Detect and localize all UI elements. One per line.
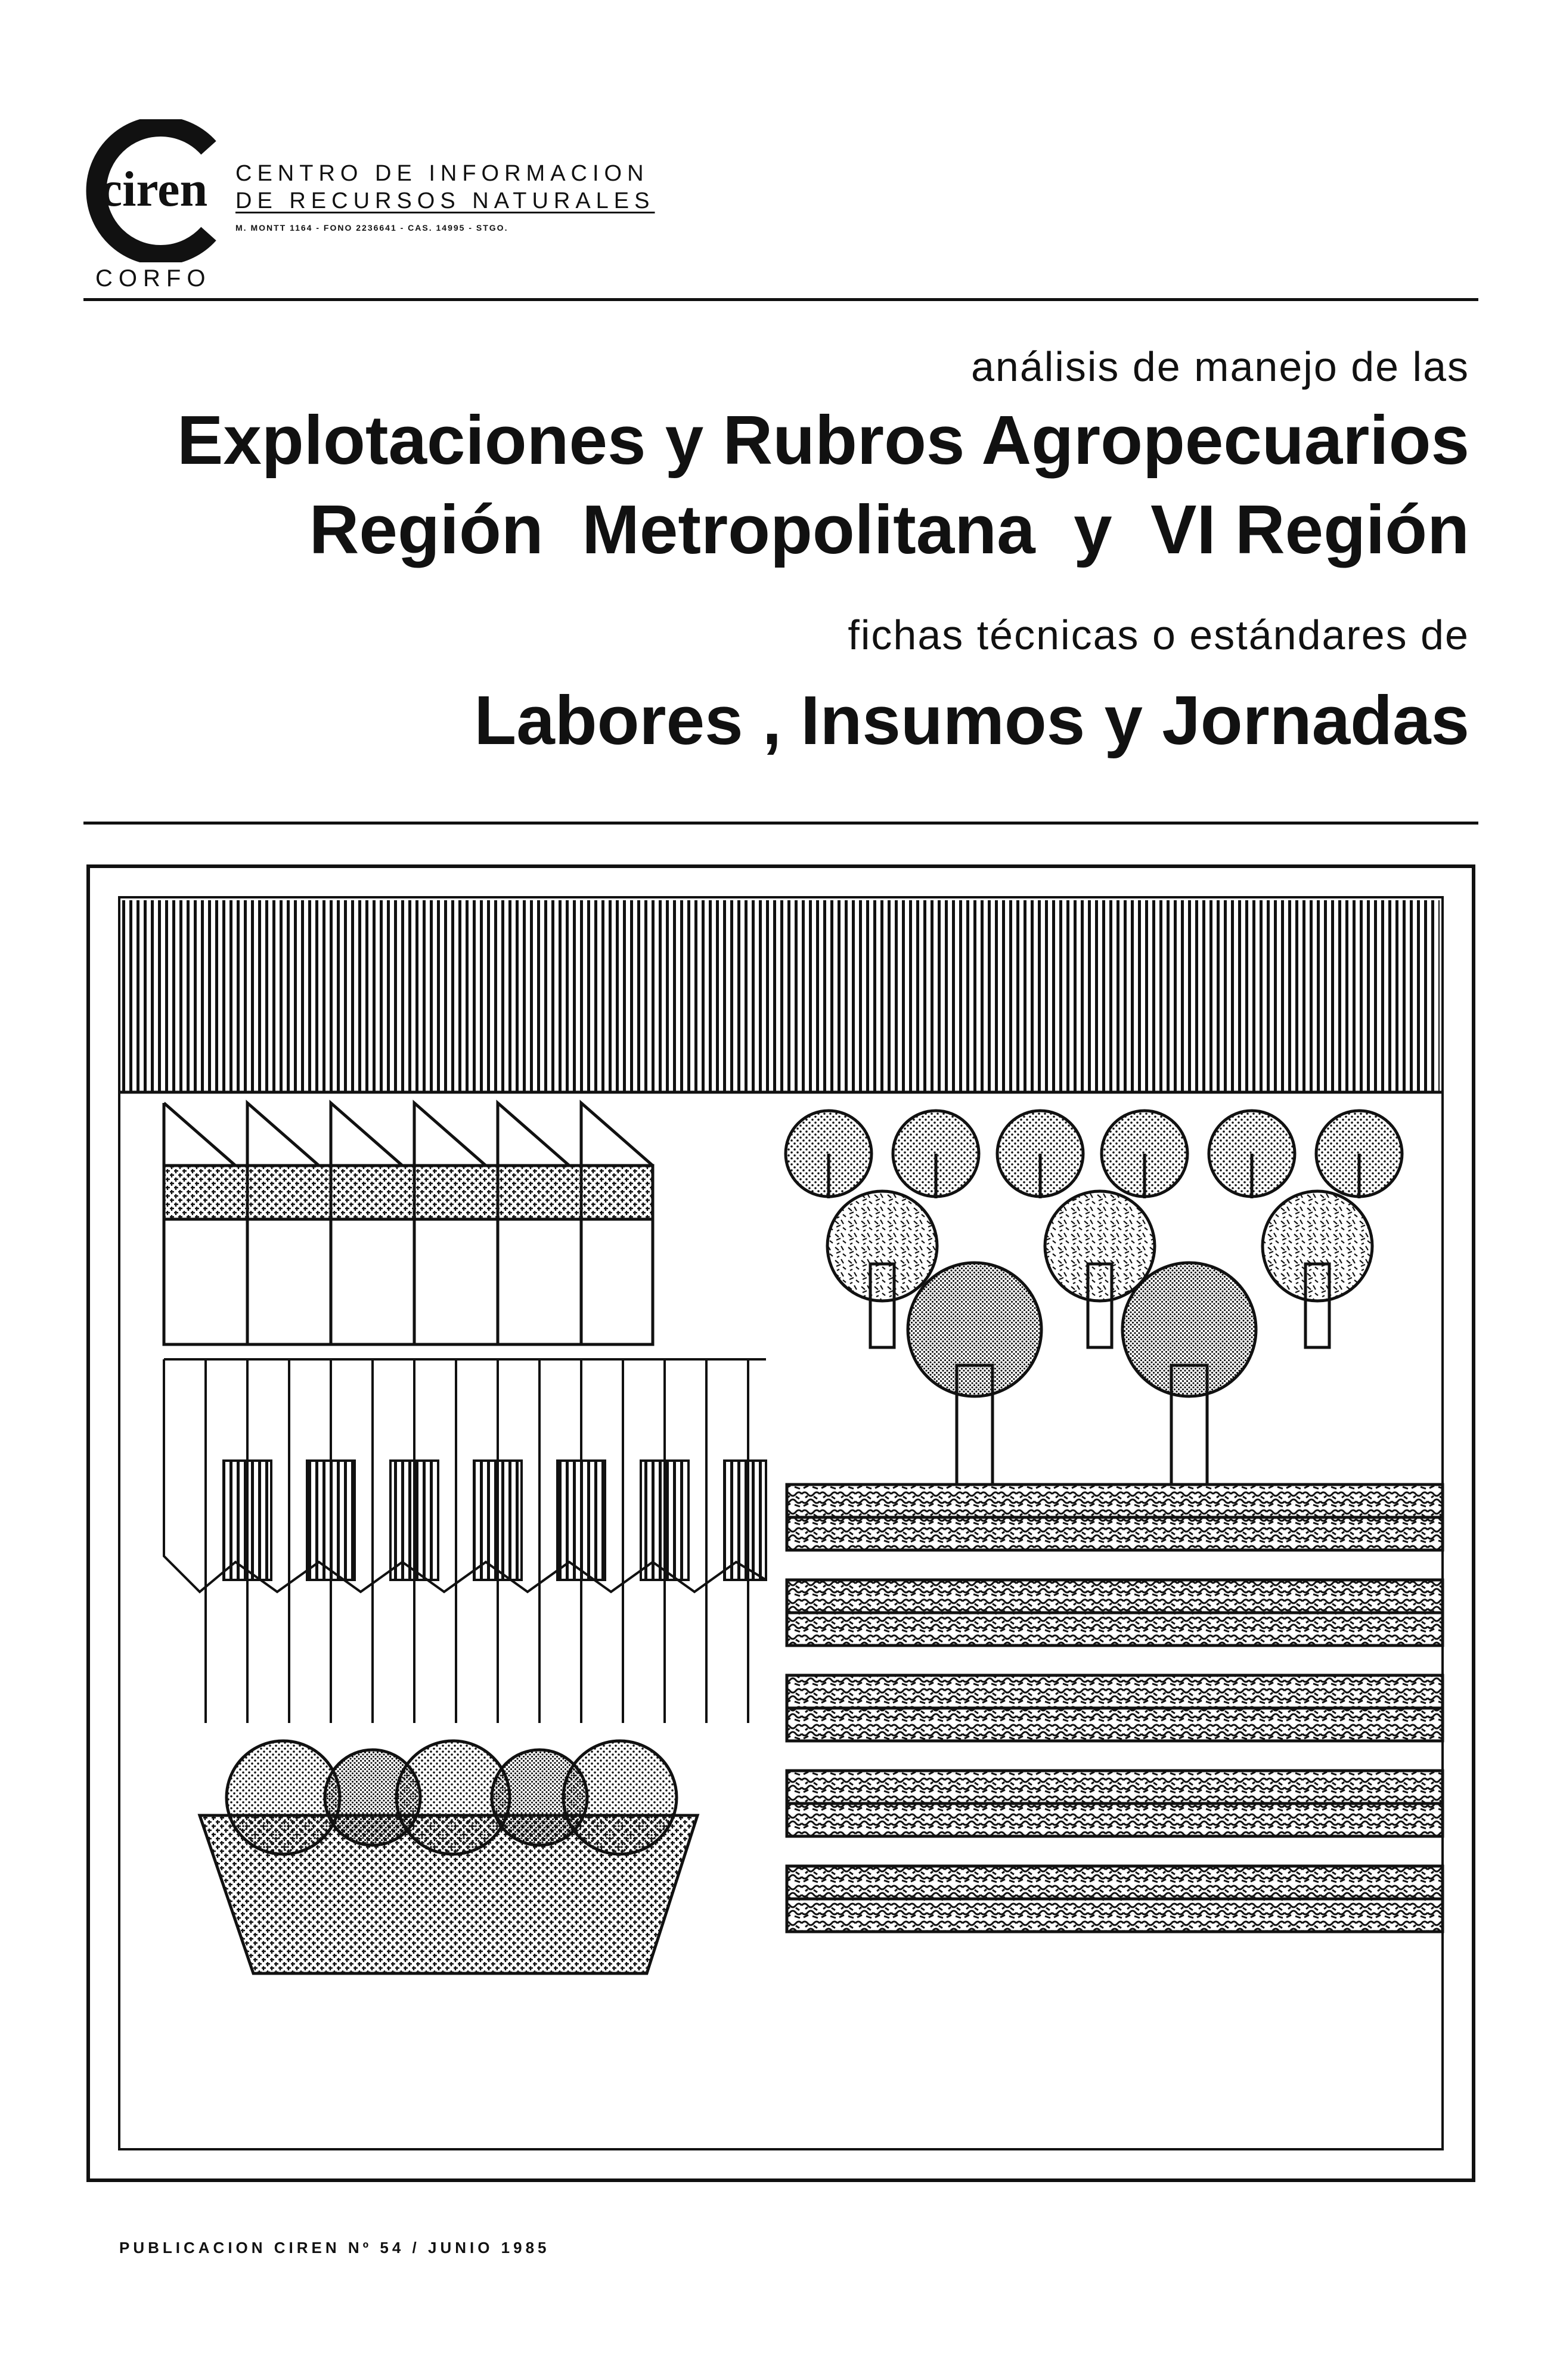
institution-address: M. MONTT 1164 - FONO 2236641 - CAS. 14995 - STGO. xyxy=(235,223,508,233)
title-divider xyxy=(83,822,1478,825)
vineyard-trellis xyxy=(164,1359,766,1723)
orchard-trees xyxy=(786,1111,1402,1485)
title-line-3: Labores , Insumos y Jornadas xyxy=(474,681,1469,759)
logo-wordmark: ciren xyxy=(100,162,208,217)
subtitle-middle: fichas técnicas o estándares de xyxy=(848,612,1469,658)
crop-rows-band xyxy=(122,900,1440,1091)
publication-footer: PUBLICACION CIREN Nº 54 / JUNIO 1985 xyxy=(119,2239,550,2257)
institution-name-line-2: DE RECURSOS NATURALES xyxy=(235,188,655,213)
title-line-2: Región Metropolitana y VI Región xyxy=(309,491,1469,568)
greenhouse-buildings xyxy=(164,1103,653,1344)
logo-subtext: CORFO xyxy=(95,265,212,292)
header-divider xyxy=(83,298,1478,301)
crop-field-rows xyxy=(787,1485,1443,1932)
fruit-basket xyxy=(200,1741,697,1973)
cover-illustration xyxy=(86,864,1475,2182)
title-line-1: Explotaciones y Rubros Agropecuarios xyxy=(177,401,1469,479)
subtitle-top: análisis de manejo de las xyxy=(970,343,1469,390)
ciren-logo xyxy=(83,119,227,262)
institution-name-line-1: CENTRO DE INFORMACION xyxy=(235,161,649,186)
